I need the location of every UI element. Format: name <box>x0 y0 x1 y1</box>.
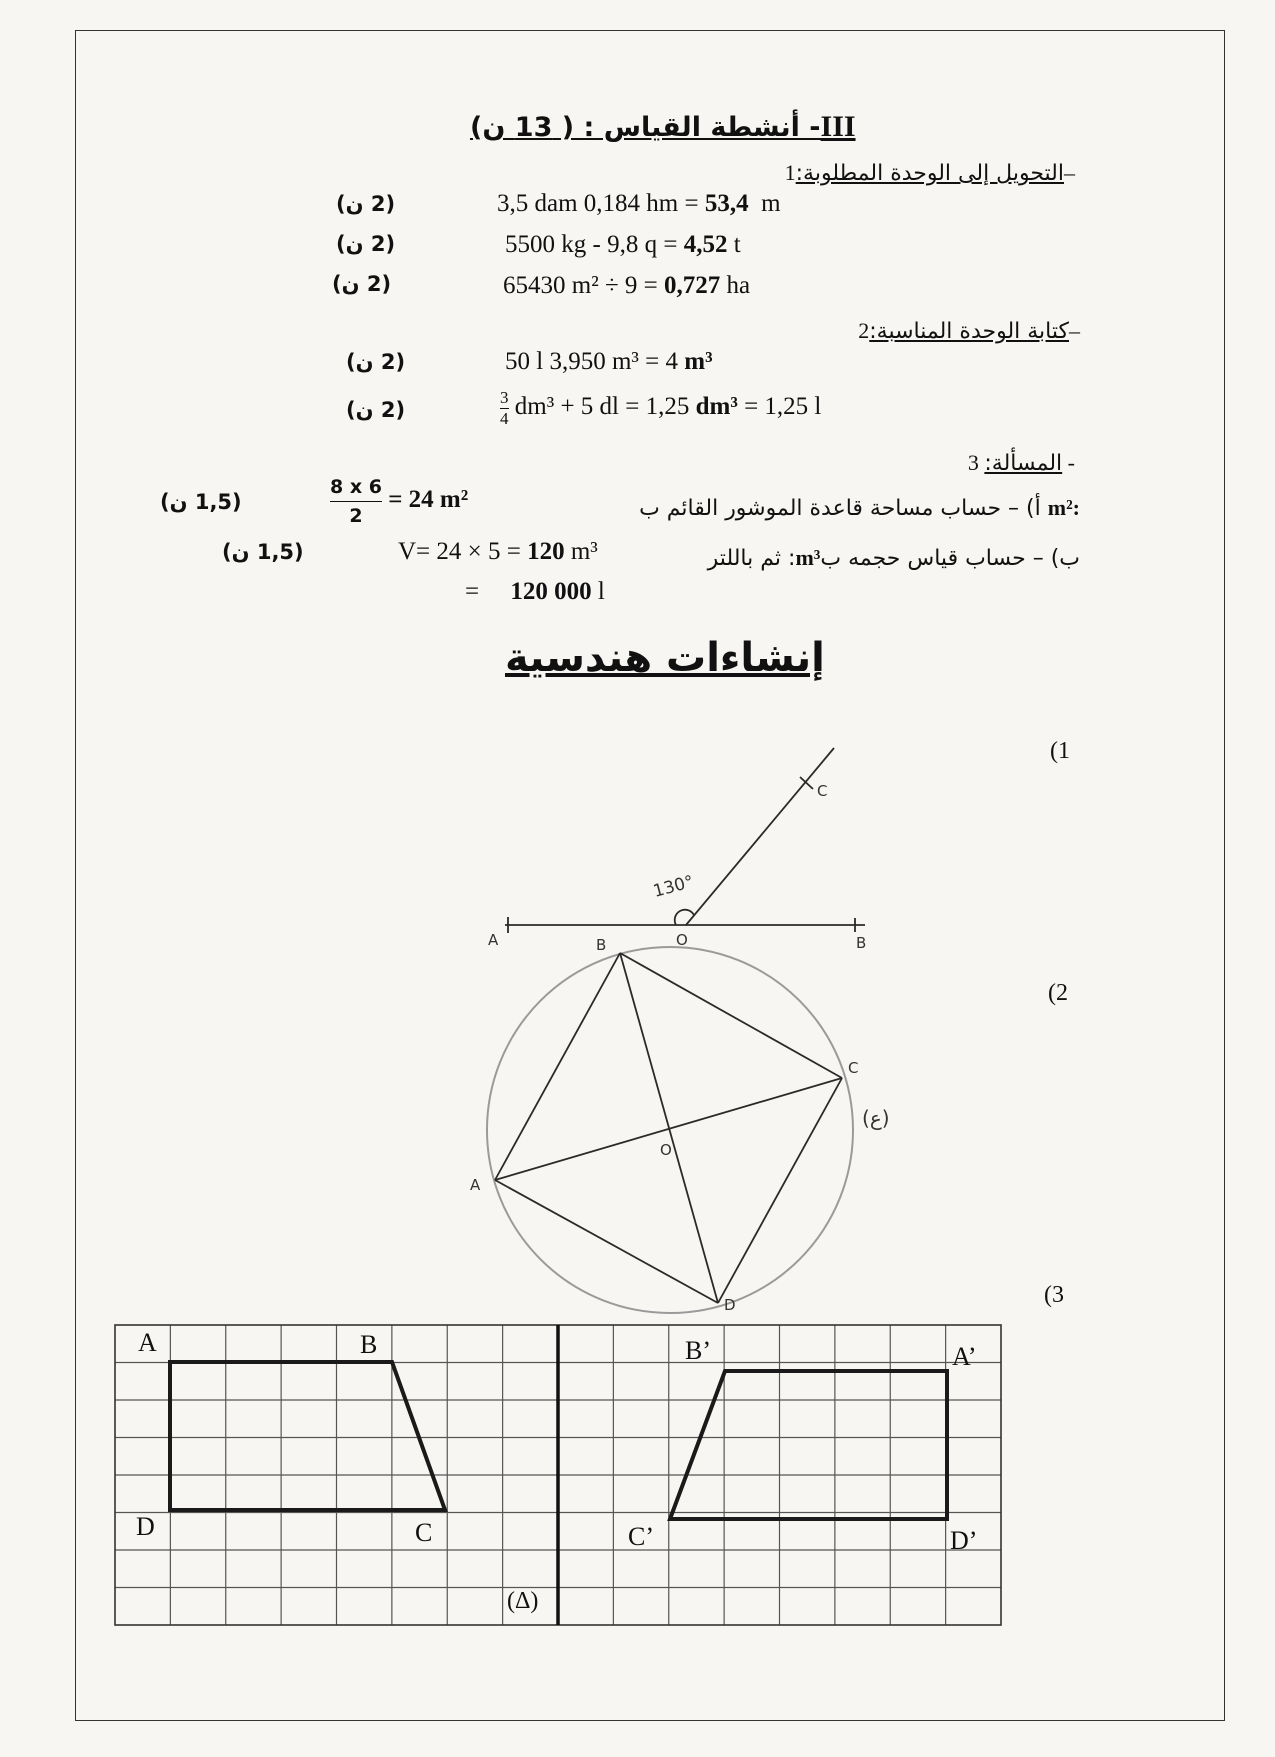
item-1-label: (1 <box>1050 738 1070 764</box>
grid-label-d-prime: D’ <box>950 1526 978 1555</box>
fig2-label-c: C <box>848 1059 859 1077</box>
axis-label: (Δ) <box>507 1588 539 1614</box>
q2-line-2-expr: dm³ + 5 dl = 1,25 <box>508 393 696 421</box>
section-title-text: - أنشطة القياس : ( 13 ن) <box>470 112 821 143</box>
q2-line-2-tail: = 1,25 l <box>737 393 822 421</box>
fig2-label-d: D <box>724 1296 736 1314</box>
q3-b-line2-unit: l <box>591 578 605 605</box>
constructions-title: إنشاءات هندسية <box>505 635 825 681</box>
q3-b-line2-eq: = <box>465 578 480 605</box>
grid-label-c: C <box>415 1518 433 1547</box>
q3-a-unit: m²: <box>1047 495 1080 520</box>
fig2-circle-label: (ع) <box>862 1106 890 1130</box>
q2-line-1-expr: 50 l 3,950 m³ = 4 <box>505 348 685 375</box>
q1-line-3-unit: ha <box>726 272 751 299</box>
q2-line-1-points: (2 ن) <box>346 350 406 374</box>
q3-a-fraction-den: 2 <box>349 505 363 527</box>
q1-heading-num: 1– <box>784 160 1075 185</box>
fig1-label-c: C <box>817 782 828 800</box>
q3-b-tail: ثم باللتر : <box>707 546 796 571</box>
grid-label-a: A <box>138 1328 157 1357</box>
fig1-label-o: O <box>676 931 688 949</box>
fig1-angle-label: 130° <box>651 871 696 902</box>
fig2-label-b: B <box>596 936 607 954</box>
fig2-label-a: A <box>470 1176 481 1194</box>
item-3-label: (3 <box>1044 1282 1064 1308</box>
section-roman: III <box>820 110 856 143</box>
grid-label-b-prime: B’ <box>685 1336 711 1365</box>
q1-line-3-points: (2 ن) <box>332 272 392 296</box>
grid-label-a-prime: A’ <box>952 1342 977 1371</box>
q3-b-label-text: ب) – حساب قياس حجمه ب <box>820 546 1080 571</box>
q2-fraction-den: 4 <box>500 409 509 428</box>
q1-line-2-expr: 5500 kg - 9,8 q = <box>505 231 684 258</box>
q3-b-unit: m³ <box>795 545 821 570</box>
q1-line-1-expr: 3,5 dam 0,184 hm = <box>497 190 705 217</box>
fig1-label-a: A <box>488 931 499 949</box>
q2-line-2-unit: dm³ <box>695 393 738 421</box>
grid-label-b: B <box>360 1330 378 1359</box>
q2-heading-num: 2– <box>858 318 1080 343</box>
grid-label-d: D <box>136 1512 155 1541</box>
q3-a-label-text: أ) – حساب مساحة قاعدة الموشور القائم ب <box>639 496 1048 521</box>
q3-a-points: (1,5 ن) <box>160 490 242 514</box>
q2-line-2-points: (2 ن) <box>346 398 406 422</box>
q3-heading-num: 3 - <box>967 450 1075 475</box>
q3-a-result: = 24 m² <box>381 486 469 514</box>
q1-line-2-points: (2 ن) <box>336 232 396 256</box>
item-2-label: (2 <box>1048 980 1068 1006</box>
q2-heading-text: كتابة الوحدة المناسبة: <box>869 319 1069 344</box>
fig2-label-o: O <box>660 1141 672 1159</box>
q3-b-unit2: m³ <box>564 538 598 565</box>
q2-fraction-num: 3 <box>500 388 509 407</box>
q1-line-1-points: (2 ن) <box>336 192 396 216</box>
fig1-label-b: B <box>856 934 867 952</box>
q1-line-3-result: 0,727 <box>664 272 721 299</box>
q3-b-line2-val: 120 000 <box>510 578 592 605</box>
q2-line-1-unit: m³ <box>684 348 713 375</box>
q3-b-result: 120 <box>527 538 565 565</box>
q3-heading-text: المسألة: <box>984 451 1063 476</box>
q3-b-points: (1,5 ن) <box>222 540 304 564</box>
quad-abcd-image <box>670 1371 947 1519</box>
q1-line-2-result: 4,52 <box>683 231 728 258</box>
q1-line-1-unit: m <box>761 190 781 217</box>
q3-b-expr: V= 24 × 5 = <box>398 538 528 565</box>
q1-line-3-expr: 65430 m² ÷ 9 = <box>503 272 665 299</box>
q3-a-fraction-num: 8 x 6 <box>330 476 382 498</box>
q1-line-2-unit: t <box>733 231 741 258</box>
q1-heading-text: التحويل إلى الوحدة المطلوبة: <box>795 161 1064 186</box>
q1-line-1-result: 53,4 <box>704 190 749 217</box>
grid-label-c-prime: C’ <box>628 1522 654 1551</box>
quad-abcd <box>170 1362 445 1510</box>
